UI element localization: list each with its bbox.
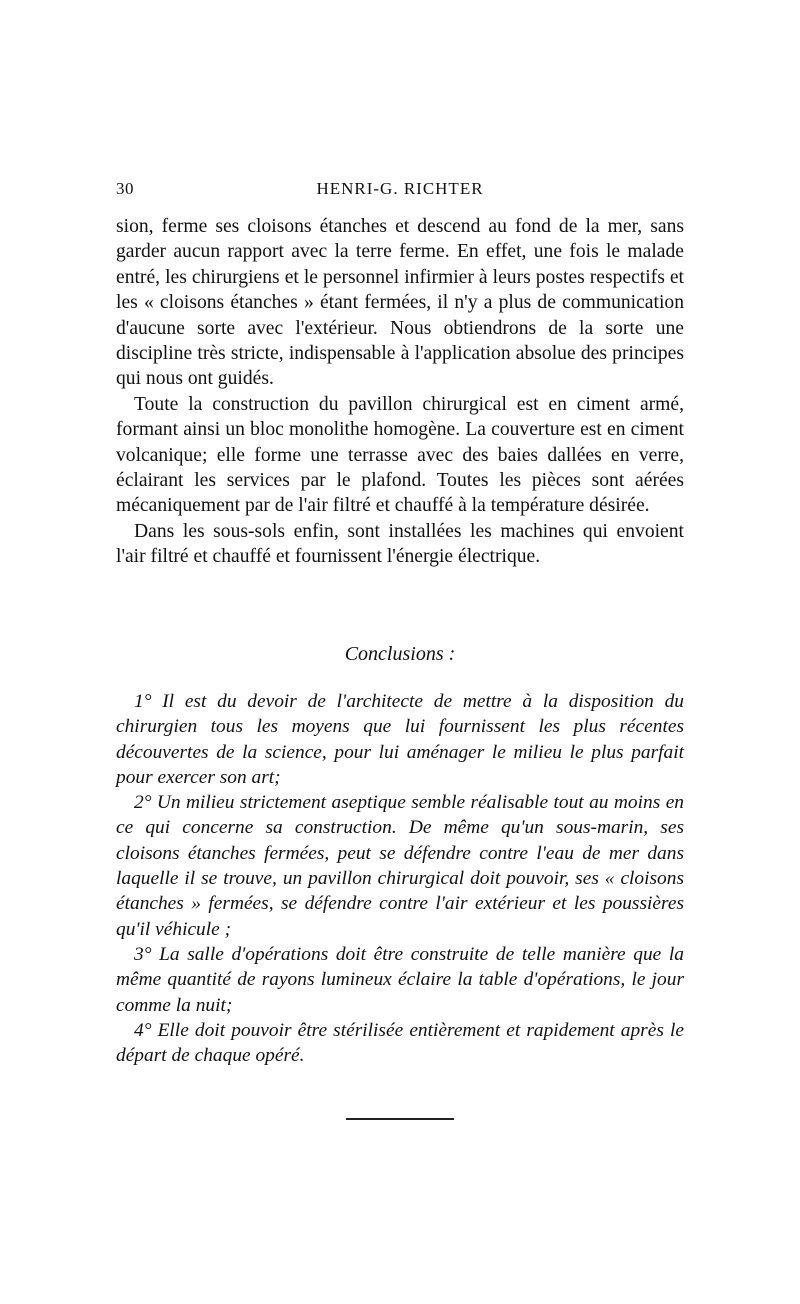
end-rule (346, 1118, 454, 1120)
conclusion-item: 1° Il est du devoir de l'architecte de mettre à la disposition du chirurgien tous les moyens que lui fournissent les plus récentes découvertes de la science, pour lui aménager le milieu le plus parfait pour exercer son art; (116, 691, 684, 788)
conclusion-item: 4° Elle doit pouvoir être stérilisée entièrement et rapidement après le départ de chaque opéré. (116, 1019, 684, 1067)
page-number: 30 (116, 179, 134, 198)
paragraph: Dans les sous-sols enfin, sont installées les machines qui envoient l'air filtré et chauffé et fournissent l'énergie électrique. (116, 520, 684, 568)
conclusions-heading: Conclusions : (344, 643, 456, 665)
conclusions-list (116, 689, 684, 1068)
page-header (116, 179, 684, 199)
running-head: HENRI-G. RICHTER (316, 179, 484, 198)
conclusion-item: 2° Un milieu strictement aseptique semble réalisable tout au moins en ce qui concerne sa construction. De même qu'un sous-marin, ses cloisons étanches fermées, peut se défendre contre l'eau de mer dans laquelle il se trouve, un pavillon chirurgical doit pouvoir, ses « cloisons étanches » fermées, se défendre contre l'air extérieur et les poussières qu'il véhicule ; (116, 792, 684, 940)
conclusion-item: 3° La salle d'opérations doit être construite de telle manière que la même quantité de rayons lumineux éclaire la table d'opérations, le jour comme la nuit; (116, 943, 684, 1016)
paragraph: sion, ferme ses cloisons étanches et descend au fond de la mer, sans garder aucun rapport avec la terre ferme. En effet, une fois le malade entré, les chirurgiens et le personnel infirmier à leurs postes respectifs et les « cloisons étanches » étant fermées, il n'y a plus de communication d'aucune sorte avec l'extérieur. Nous obtiendrons de la sorte une discipline très stricte, indispensable à l'application absolue des principes qui nous ont guidés. (116, 216, 684, 390)
paragraph: Toute la construction du pavillon chirurgical est en ciment armé, formant ainsi un bloc monolithe homogène. La couverture est en ciment volcanique; elle forme une terrasse avec des baies dallées en verre, éclairant les services par le plafond. Toutes les pièces sont aérées mécaniquement par de l'air filtré et chauffé à la température désirée. (116, 393, 684, 517)
body-text (116, 214, 684, 570)
